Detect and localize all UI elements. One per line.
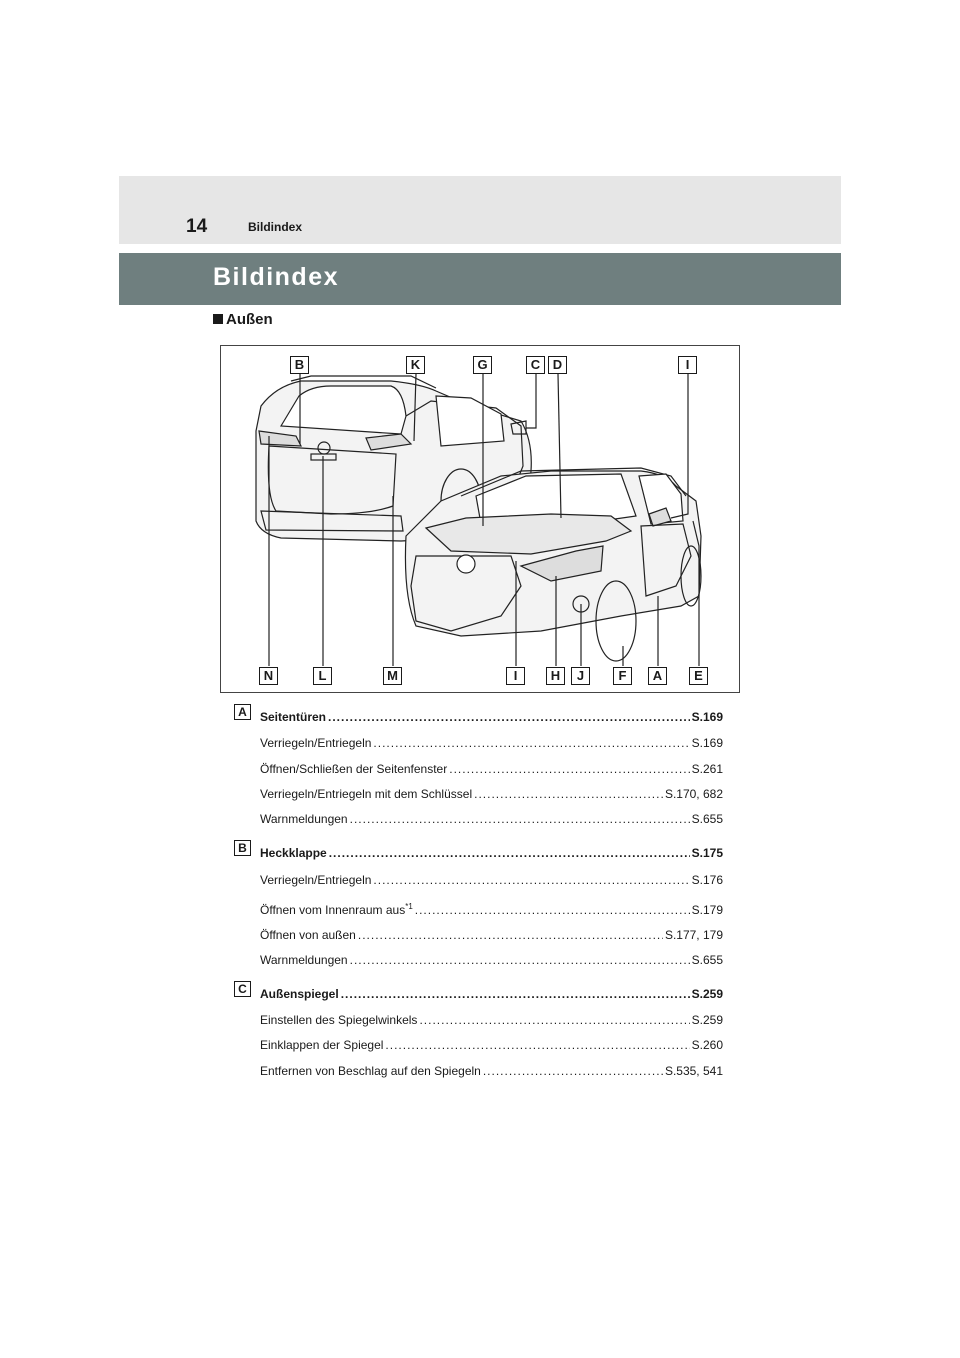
callout-E-bottom: E [689,667,708,685]
title-band [119,253,841,305]
callout-H-bottom: H [546,667,565,685]
index-entry: Öffnen/Schließen der Seitenfenster ..... S.261 [260,762,723,776]
callout-A-bottom: A [648,667,667,685]
page-number: 14 [186,216,208,237]
index-entry: Öffnen vom Innenraum aus$^{*1}$ ..... S.179 [260,902,723,917]
front-emblem [457,555,475,573]
index-entry: Warnmeldungen ..... S.655 [260,953,723,967]
callout-K-top: K [406,356,425,374]
rear-side-window [436,396,504,446]
callout-I-top: I [678,356,697,374]
index-key-A: A [234,704,251,720]
callout-L-bottom: L [313,667,332,685]
callout-I-bottom: I [506,667,525,685]
vehicle-illustration [221,346,741,694]
index-entry: Öffnen von außen ..... S.177, 179 [260,928,723,942]
index-entry: Seitentüren ..... S.169 [260,710,723,724]
index-key-C: C [234,981,251,997]
callout-F-bottom: F [613,667,632,685]
section-heading-text: Außen [226,311,273,328]
index-entry: Verriegeln/Entriegeln ..... S.176 [260,873,723,887]
index-entry: Warnmeldungen ..... S.655 [260,812,723,826]
index-entry: Einstellen des Spiegelwinkels ..... S.259 [260,1013,723,1027]
callout-C-top: C [526,356,545,374]
callout-M-bottom: M [383,667,402,685]
callout-J-bottom: J [571,667,590,685]
index-entry: Entfernen von Beschlag auf den Spiegeln ..... S.535, 541 [260,1064,723,1078]
index-entry: Verriegeln/Entriegeln ..... S.169 [260,736,723,750]
index-key-B: B [234,840,251,856]
running-head: Bildindex [248,220,303,234]
page-title: Bildindex [213,263,340,291]
callout-G-top: G [473,356,492,374]
callout-N-bottom: N [259,667,278,685]
index-entry: Außenspiegel ..... S.259 [260,987,723,1001]
callout-B-top: B [290,356,309,374]
index-entry: Verriegeln/Entriegeln mit dem Schlüssel ..... S.170, 682 [260,787,723,801]
callout-D-top: D [548,356,567,374]
header-band [119,176,841,244]
index-entry: Heckklappe ..... S.175 [260,846,723,860]
index-entry: Einklappen der Spiegel ..... S.260 [260,1038,723,1052]
vehicle-exterior-figure [220,345,740,693]
section-heading [213,311,273,328]
square-bullet-icon [213,314,223,324]
